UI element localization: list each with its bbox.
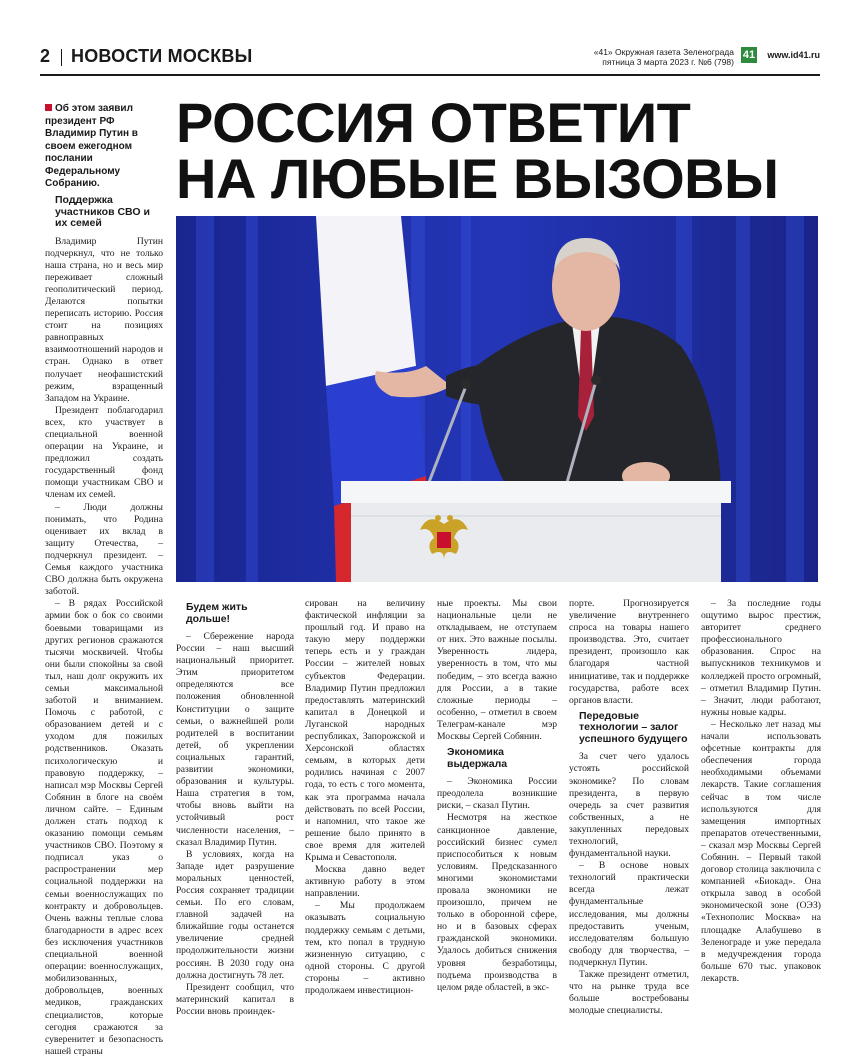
photo-illustration bbox=[176, 216, 818, 582]
paragraph: сирован на величину фактической инфляции за прошлый год. И право на такую меру поддержки теперь есть и у граждан России – жителей новых субъектов Федерации. Владимир Путин предложил предоставлять материнский капитал в Донецкой и Луганской народных республиках, Запорожской и Херсонской областях семьям, в которых дети родились начиная с 2007 года, то есть с того момента, как эта программа начала действовать по всей России, и напомнил, что такое же решение было принято в свое время для жителей Крыма и Севастополя. bbox=[305, 598, 425, 863]
headline bbox=[176, 91, 826, 210]
paragraph: – Сбережение народа России – наш высший национальный приоритет. Этим приоритетом определяются все положения обновленной Конституции о защите семьи, о важнейшей роли родителей в воспитании детей, об укреплении социальных гарантий, развитии экономики, образования и культуры. Наша стратегия в том, чтобы вновь выйти на устойчивый рост численности населения, – сказал Владимир Путин. bbox=[176, 631, 294, 848]
paper-logo-icon: 41 bbox=[742, 49, 756, 61]
paragraph: – Несколько лет назад мы начали использовать офсетные контракты для обеспечения города необходимыми объемами лекарств. Такие соглашения сейчас в том числе используются для замещения импортных препаратов отечественными, – сказал мэр Москвы Сергей Собянин. – Первый такой договор столица заключила с компанией «Биокад». Она открыла завод в особой экономической зоне (ОЭЗ) «Технополис Москва» на площадке Алабушево в Зеленограде и уже передала в медучреждения города больше 670 тыс. упаковок лекарств. bbox=[701, 718, 821, 984]
paragraph: Также президент отметил, что на рынке труда все больше востребованы молодые специалисты. bbox=[569, 969, 689, 1017]
article-column-5 bbox=[569, 598, 689, 1017]
header-rule bbox=[40, 74, 820, 76]
paper-info bbox=[534, 47, 734, 67]
article-column-6 bbox=[701, 598, 821, 985]
paragraph: порте. Прогнозируется увеличение внутреннего спроса на товары нашего производства. Это, считает президент, произошло как благодаря частной инициативе, так и поддержке государства, работе всех органов власти. bbox=[569, 598, 689, 706]
article-column-2 bbox=[176, 598, 294, 1018]
paragraph: – В основе новых технологий практически всегда лежат фундаментальные исследования, мы должны предоставить ученым, исследователям большую свободу для творчества, – подчеркнул Путин. bbox=[569, 860, 689, 968]
article-column-3 bbox=[305, 598, 425, 997]
bullet-square-icon bbox=[45, 104, 52, 111]
paragraph: Москва давно ведет активную работу в этом направлении. bbox=[305, 864, 425, 900]
article-photo bbox=[176, 216, 818, 582]
page-number: 2 bbox=[40, 46, 51, 66]
header-divider bbox=[61, 49, 62, 66]
issue-date: пятница 3 марта 2023 г. №6 (798) bbox=[602, 57, 734, 67]
podium bbox=[341, 481, 731, 582]
paragraph: – Экономика России преодолела возникшие риски, – сказал Путин. bbox=[437, 776, 557, 812]
paragraph: Владимир Путин подчеркнул, что не только наша страна, но и весь мир переживает сложный геополитический период. Делаются попытки переписать историю. Россия стоит на позициях равноправных взаимоотношений народов и стран. Однако в ответ получает неофашистский режим, взращенный Западом на Украине. bbox=[45, 235, 163, 404]
paragraph: – Люди должны понимать, что Родина оценивает их вклад в защиту Отечества, – подчеркнул президент. – Семья каждого участника СВО должна быть окружена заботой. bbox=[45, 501, 163, 598]
paragraph: В условиях, когда на Западе идет разрушение моральных ценностей, Россия сохраняет традиции семьи. По его словам, главной задачей на ближайшие годы останется увеличение средней продолжительности жизни россиян. В 2030 году она должна достигнуть 78 лет. bbox=[176, 848, 294, 981]
article-column-4 bbox=[437, 598, 557, 994]
lead-paragraph bbox=[45, 103, 163, 191]
subheading: Поддержка участников СВО и их семей bbox=[55, 194, 150, 229]
paragraph: Президент сообщил, что материнский капитал в России вновь проиндек- bbox=[176, 981, 294, 1017]
paragraph: – В рядах Российской армии бок о бок со своими боевыми товарищами из других регионов сражаются тысячи москвичей. Чтобы они были спокойны за свой тыл, наш долг окружить их семьи максимальной заботой и вниманием. Помочь с работой, с образованием детей и с уходом для пожилых родственников. Оказать психологическую и правовую поддержку, – написал мэр Москвы Сергей Собянин в блоге на своём личном сайте. – Единым должен стать подход к оказанию помощи семьям участников СВО. Поэтому я подписал указ о распространении мер социальной поддержки на семьи военнослужащих по контракту и добровольцев. Очень важны теплые слова благодарности в адрес всех без исключения участников специальной военной операции: военнослужащих, мобилизованных, добровольцев, военных медиков, гражданских специалистов, которые сегодня сражаются за суверенитет и безопасность нашей страны bbox=[45, 598, 163, 1057]
lead-text: Об этом заявил президент РФ Владимир Путин в своем ежегодном послании Федеральному Собранию. bbox=[45, 103, 138, 189]
paragraph: Президент поблагодарил всех, кто участвует в специальной военной операции на Украине, и предложил создать государственный фонд помощи участникам СВО и членам их семей. bbox=[45, 404, 163, 501]
headline-line-1: РОССИЯ ОТВЕТИТ bbox=[176, 91, 691, 154]
subheading: Экономика выдержала bbox=[447, 746, 508, 770]
article-column-1 bbox=[45, 191, 163, 1058]
paragraph: ные проекты. Мы свои национальные цели не откладываем, не отступаем от них. Это важные посылы. Уверенность лидера, уверенность в том, что мы победим, – это всегда важно для России, а в такие сложные периоды – особенно, – отметил в своем Телеграм-канале мэр Москвы Сергей Собянин. bbox=[437, 598, 557, 743]
paragraph: Несмотря на жесткое санкционное давление, российский бизнес сумел приспособиться к новым условиям. Предсказанного многими экономистами провала экономики не произошло, причем не только в оборонной сфере, но и в базовых сферах гражданской экономики. Удалось добиться снижения уровня безработицы, подъема производства в целом ряде областей, в экс- bbox=[437, 812, 557, 993]
paper-name: «41» Окружная газета Зеленограда bbox=[593, 47, 734, 57]
subheading: Передовые технологии – залог успешного будущего bbox=[579, 709, 688, 745]
section-title: НОВОСТИ МОСКВЫ bbox=[71, 46, 253, 66]
paragraph: – Мы продолжаем оказывать социальную поддержку семьям с детьми, тем, кто попал в трудную жизненную ситуацию, с одной стороны. С другой стороны – активно продолжаем инвестицион- bbox=[305, 900, 425, 996]
paragraph: За счет чего удалось устоять российской экономике? По словам президента, в первую очередь за счет развития собственных, а не закупленных передовых технологий, фундаментальной науки. bbox=[569, 751, 689, 860]
headline-line-2: НА ЛЮБЫЕ ВЫЗОВЫ bbox=[176, 147, 779, 210]
subheading: Будем жить дольше! bbox=[186, 601, 248, 625]
page-header bbox=[40, 44, 820, 72]
site-url[interactable]: www.id41.ru bbox=[767, 50, 820, 60]
paragraph: – За последние годы ощутимо вырос престиж, авторитет среднего профессионального образования. Спрос на выпускников техникумов и колледжей просто огромный, – отметил Владимир Путин. – Значит, люди работают, нужны новые кадры. bbox=[701, 598, 821, 718]
